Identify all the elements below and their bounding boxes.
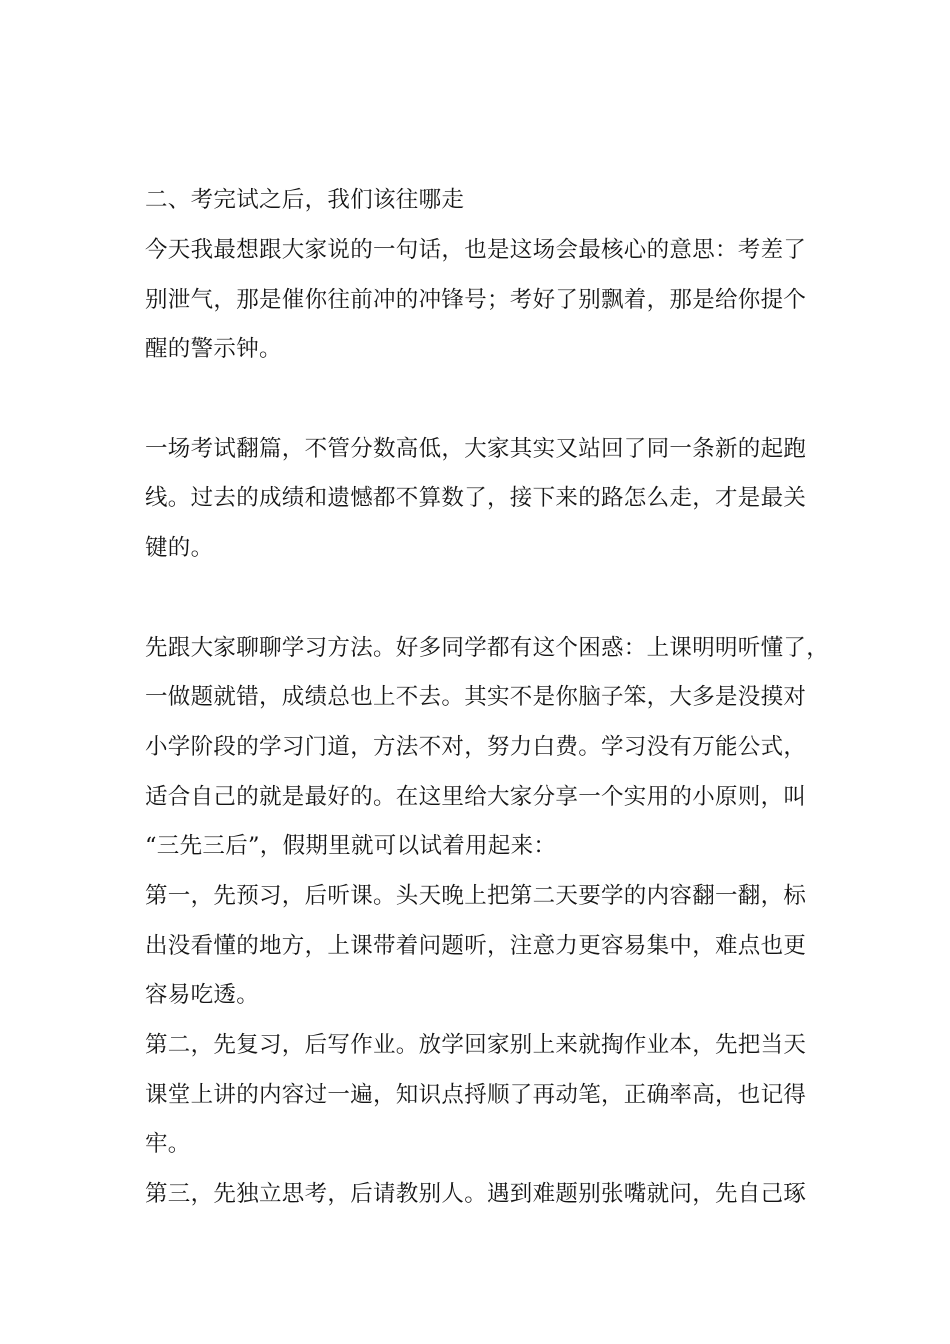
section-heading: 二、考完试之后，我们该往哪走 bbox=[145, 187, 465, 213]
text-line: 第二，先复习，后写作业。放学回家别上来就掏作业本，先把当天 bbox=[145, 1032, 807, 1058]
text-line: “三先三后”，假期里就可以试着用起来： bbox=[145, 833, 557, 859]
text-line: 出没看懂的地方，上课带着问题听，注意力更容易集中，难点也更 bbox=[145, 933, 807, 959]
text-line: 小学阶段的学习门道，方法不对，努力白费。学习没有万能公式， bbox=[145, 734, 807, 760]
text-line: 今天我最想跟大家说的一句话，也是这场会最核心的意思：考差了 bbox=[145, 237, 807, 263]
text-line: 第一，先预习，后听课。头天晚上把第二天要学的内容翻一翻，标 bbox=[145, 883, 807, 909]
text-line: 容易吃透。 bbox=[145, 982, 260, 1008]
text-line: 第三，先独立思考，后请教别人。遇到难题别张嘴就问，先自己琢 bbox=[145, 1181, 807, 1207]
text-line: 适合自己的就是最好的。在这里给大家分享一个实用的小原则，叫 bbox=[145, 784, 807, 810]
text-line: 别泄气，那是催你往前冲的冲锋号；考好了别飘着，那是给你提个 bbox=[145, 287, 807, 313]
text-line: 醒的警示钟。 bbox=[145, 336, 282, 362]
text-line: 一做题就错，成绩总也上不去。其实不是你脑子笨，大多是没摸对 bbox=[145, 684, 807, 710]
text-line: 键的。 bbox=[145, 535, 214, 561]
text-line: 先跟大家聊聊学习方法。好多同学都有这个困惑：上课明明听懂了， bbox=[145, 635, 830, 661]
text-line: 牢。 bbox=[145, 1131, 191, 1157]
text-line: 线。过去的成绩和遗憾都不算数了，接下来的路怎么走，才是最关 bbox=[145, 485, 807, 511]
text-line: 一场考试翻篇，不管分数高低，大家其实又站回了同一条新的起跑 bbox=[145, 436, 807, 462]
text-line: 课堂上讲的内容过一遍，知识点捋顺了再动笔，正确率高，也记得 bbox=[145, 1082, 807, 1108]
